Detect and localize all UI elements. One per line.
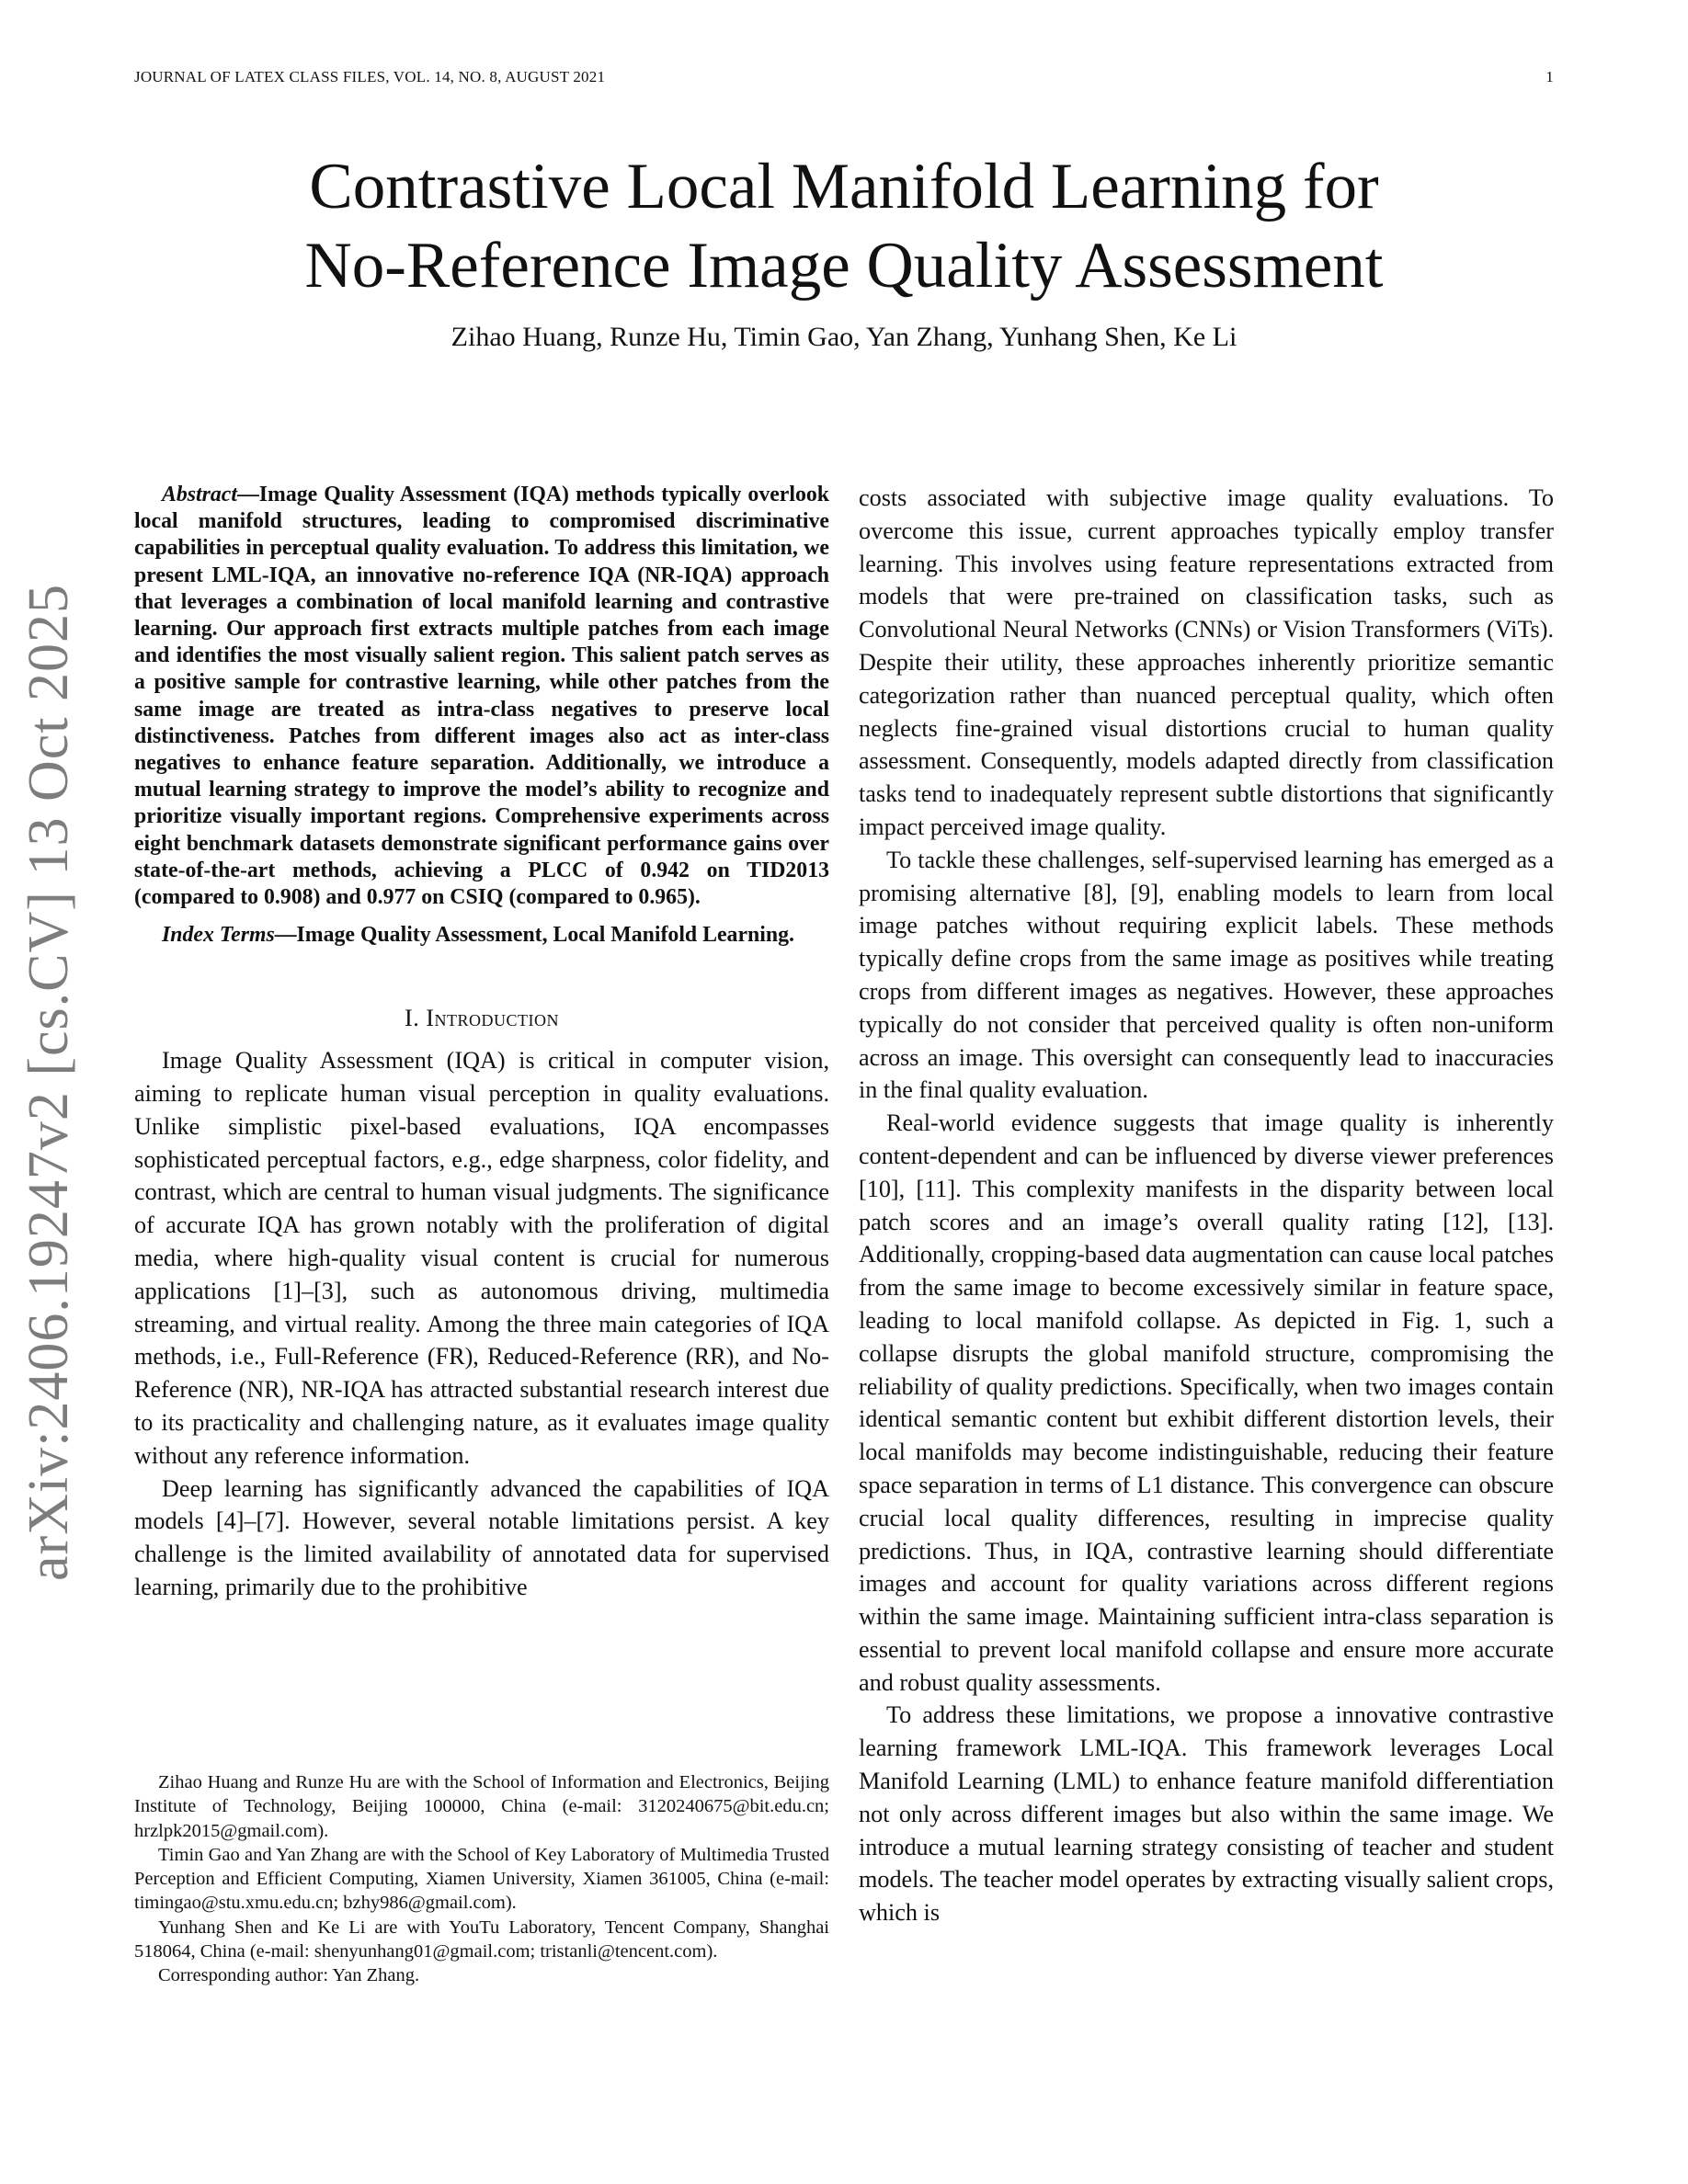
paragraph: Deep learning has significantly advanced the capabilities of IQA models [4]–[7]. However, several notable limitations persist. A key challenge is the limited availability of annotated data for supervised learning, primarily due to the prohibitive — [134, 1474, 829, 1600]
author-list: Zihao Huang, Runze Hu, Timin Gao, Yan Zhang, Yunhang Shen, Ke Li — [451, 322, 1237, 352]
paragraph: Real-world evidence suggests that image quality is inherently content-dependent and can be influenced by diverse viewer preferences [10], [11]. This complexity manifests in the disparity between local patch scores and an image’s overall quality rating [12], [13]. Additionally, cropping-based data augmentation can cause local patches from the same image to become excessively similar in feature space, leading to local manifold collapse. As depicted in Fig. 1, such a collapse disrupts the global manifold structure, compromising the reliability of quality predictions. Specifically, when two images contain identical semantic content but exhibit different distortion levels, their local manifolds may become indistinguishable, reducing their feature space separation in terms of L1 distance. This convergence can obscure crucial local quality differences, resulting in imprecise quality predictions. Thus, in IQA, contrastive learning should differentiate images and account for quality variations across different regions within the same image. Maintaining sufficient intra-class separation is essential to prevent local manifold collapse and ensure more accurate and robust quality assessments. — [859, 1109, 1554, 1696]
journal-header: JOURNAL OF LATEX CLASS FILES, VOL. 14, NO. 8, AUGUST 2021 — [134, 68, 606, 85]
index-terms-text: —Image Quality Assessment, Local Manifold Learning. — [274, 923, 794, 948]
abstract-label: Abstract — [162, 483, 237, 506]
index-terms — [134, 922, 829, 949]
running-head — [134, 68, 1554, 86]
abstract — [134, 482, 829, 911]
paragraph: To address these limitations, we propose a innovative contrastive learning framework LML-IQA. This framework leverages Local Manifold Learning (LML) to enhance feature manifold differentiation not only across different images but also within the same image. We introduce a mutual learning strategy consisting of teacher and student models. The teacher model operates by extracting visually salient crops, which is — [859, 1701, 1554, 1927]
paragraph: Image Quality Assessment (IQA) is critical in computer vision, aiming to replicate human visual perception in quality evaluations. Unlike simplistic pixel-based evaluations, IQA encompasses sophisticated perceptual factors, e.g., edge sharpness, color fidelity, and contrast, which are central to human visual judgments. The significance of accurate IQA has grown notably with the proliferation of digital media, where high-quality visual content is crucial for numerous applications [1]–[3], such as autonomous driving, multimedia streaming, and virtual reality. Among the three main categories of IQA methods, i.e., Full-Reference (FR), Reduced-Reference (RR), and No-Reference (NR), NR-IQA has attracted substantial research interest due to its practicality and challenging nature, as it evaluates image quality without any reference information. — [134, 1047, 829, 1469]
title-line-2: No-Reference Image Quality Assessment — [304, 230, 1384, 301]
paragraph: costs associated with subjective image quality evaluations. To overcome this issue, current approaches typically employ transfer learning. This involves using feature representations extracted from models that were pre-trained on classification tasks, such as Convolutional Neural Networks (CNNs) or Vision Transformers (ViTs). Despite their utility, these approaches inherently prioritize semantic categorization rather than nuanced perceptual quality, which often neglects fine-grained visual distortions crucial to human quality assessment. Consequently, models adapted directly from classification tasks tend to inadequately represent subtle distortions that significantly impact perceived image quality. — [859, 484, 1554, 840]
footnote-corresponding-author: Corresponding author: Yan Zhang. — [158, 1965, 420, 1986]
arxiv-stamp: arXiv:2406.19247v2 [cs.CV] 13 Oct 2025 — [17, 584, 80, 1581]
abstract-text: —Image Quality Assessment (IQA) methods typically overlook local manifold structures, leading to compromised discriminative capabilities in perceptual quality evaluation. To address this limitation, we present LML-IQA, an innovative no-reference IQA (NR-IQA) approach that leverages a combination of local manifold learning and contrastive learning. Our approach first extracts multiple patches from each image and identifies the most visually salient region. This salient patch serves as a positive sample for contrastive learning, while other patches from the same image are treated as intra-class negatives to preserve local distinctiveness. Patches from different images also act as inter-class negatives to enhance feature separation. Additionally, we introduce a mutual learning strategy to improve the model’s ability to recognize and prioritize visually important regions. Comprehensive experiments across eight benchmark datasets demonstrate significant performance gains over state-of-the-art methods, achieving a PLCC of 0.942 on TID2013 (compared to 0.908) and 0.977 on CSIQ (compared to 0.965). — [134, 483, 829, 910]
section-heading-introduction: I. Introduction — [404, 1005, 560, 1032]
footnote: Timin Gao and Yan Zhang are with the School of Key Laboratory of Multimedia Trusted Perception and Efficient Computing, Xiamen University, Xiamen 361005, China (e-mail: timingao@stu.xmu.edu.cn; bzhy986@gmail.com). — [134, 1844, 829, 1914]
footnote: Yunhang Shen and Ke Li are with YouTu Laboratory, Tencent Company, Shanghai 518064, China (e-mail: shenyunhang01@gmail.com; tristanli@tencent.com). — [134, 1917, 829, 1962]
page-number: 1 — [1545, 68, 1554, 85]
index-terms-label: Index Terms — [162, 923, 275, 948]
left-column — [134, 482, 829, 1604]
paper-title — [0, 147, 1688, 305]
footnote: Zihao Huang and Runze Hu are with the School of Information and Electronics, Beijing Institute of Technology, Beijing 100000, China (e-mail: 3120240675@bit.edu.cn; hrzlpk2015@gmail.com). — [134, 1772, 829, 1841]
affiliation-footnotes — [134, 1770, 829, 1988]
title-line-1: Contrastive Local Manifold Learning for — [309, 151, 1379, 222]
paragraph: To tackle these challenges, self-supervised learning has emerged as a promising alternative [8], [9], enabling models to learn from local image patches without requiring explicit labels. These methods typically define crops from the same image as positives while treating crops from different images as negatives. However, these approaches typically do not consider that perceived quality is often non-uniform across an image. This oversight can consequently lead to inaccuracies in the final quality evaluation. — [859, 846, 1554, 1104]
right-column — [859, 482, 1554, 1929]
